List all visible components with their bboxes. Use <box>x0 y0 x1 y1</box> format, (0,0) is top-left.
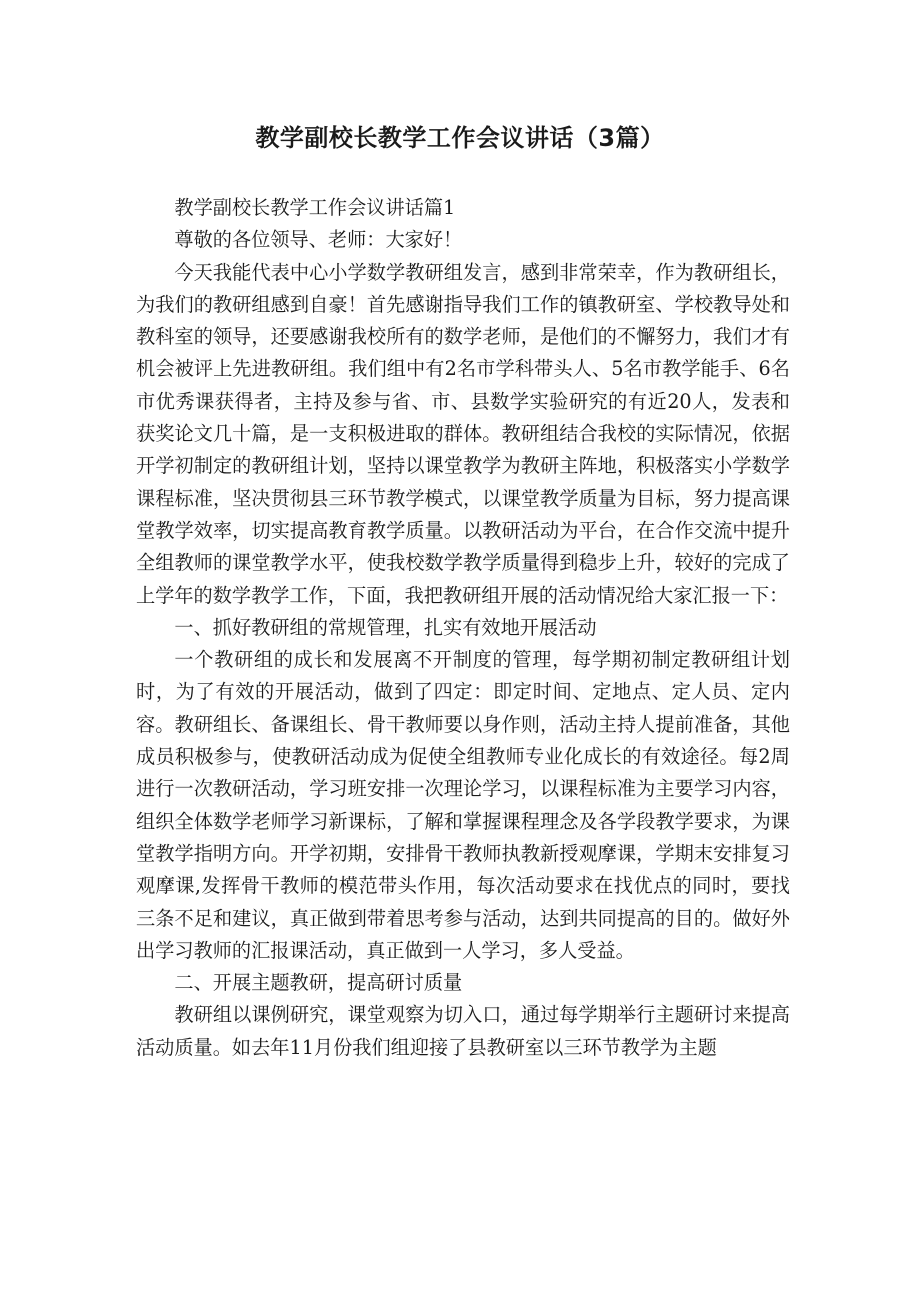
body-paragraph: 今天我能代表中心小学数学教研组发言，感到非常荣幸，作为教研组长，为我们的教研组感到自豪！首先感谢指导我们工作的镇教研室、学校教导处和教科室的领导，还要感谢我校所有的数学老师，是他们的不懈努力，我们才有机会被评上先进教研组。我们组中有2名市学科带头人、5名市教学能手、6名市优秀课获得者，主持及参与省、市、县数学实验研究的有近20人，发表和获奖论文几十篇，是一支积极进取的群体。教研组结合我校的实际情况，依据开学初制定的教研组计划，坚持以课堂教学为教研主阵地，积极落实小学数学课程标准，坚决贯彻县三环节教学模式，以课堂教学质量为目标，努力提高课堂教学效率，切实提高教育教学质量。以教研活动为平台，在合作交流中提升全组教师的课堂教学水平，使我校数学教学质量得到稳步上升，较好的完成了上学年的数学教学工作，下面，我把教研组开展的活动情况给大家汇报一下： <box>136 260 790 607</box>
subheading: 一、抓好教研组的常规管理，扎实有效地开展活动 <box>174 615 597 639</box>
document-title: 教学副校长教学工作会议讲话（3篇） <box>255 124 665 152</box>
greeting-paragraph: 尊敬的各位领导、老师：大家好！ <box>174 228 463 252</box>
document-body <box>136 192 790 1064</box>
body-paragraph: 一个教研组的成长和发展离不开制度的管理，每学期初制定教研组计划时，为了有效的开展活动，做到了四定：即定时间、定地点、定人员、定内容。教研组长、备课组长、骨干教师要以身作则，活动主持人提前准备，其他成员积极参与，使教研活动成为促使全组教师专业化成长的有效途径。每2周进行一次教研活动，学习班安排一次理论学习，以课程标准为主要学习内容，组织全体数学老师学习新课标，了解和掌握课程理念及各学段教学要求，为课堂教学指明方向。开学初期，安排骨干教师执教新授观摩课，学期末安排复习观摩课,发挥骨干教师的模范带头作用，每次活动要求在找优点的同时，要找三条不足和建议，真正做到带着思考参与活动，达到共同提高的目的。做好外出学习教师的汇报课活动，真正做到一人学习，多人受益。 <box>136 648 790 962</box>
section-heading: 教学副校长教学工作会议讲话篇1 <box>174 196 456 219</box>
subheading: 二、开展主题教研，提高研讨质量 <box>174 971 463 995</box>
body-paragraph: 教研组以课例研究，课堂观察为切入口，通过每学期举行主题研讨来提高活动质量。如去年11月份我们组迎接了县教研室以三环节教学为主题 <box>136 1003 790 1059</box>
